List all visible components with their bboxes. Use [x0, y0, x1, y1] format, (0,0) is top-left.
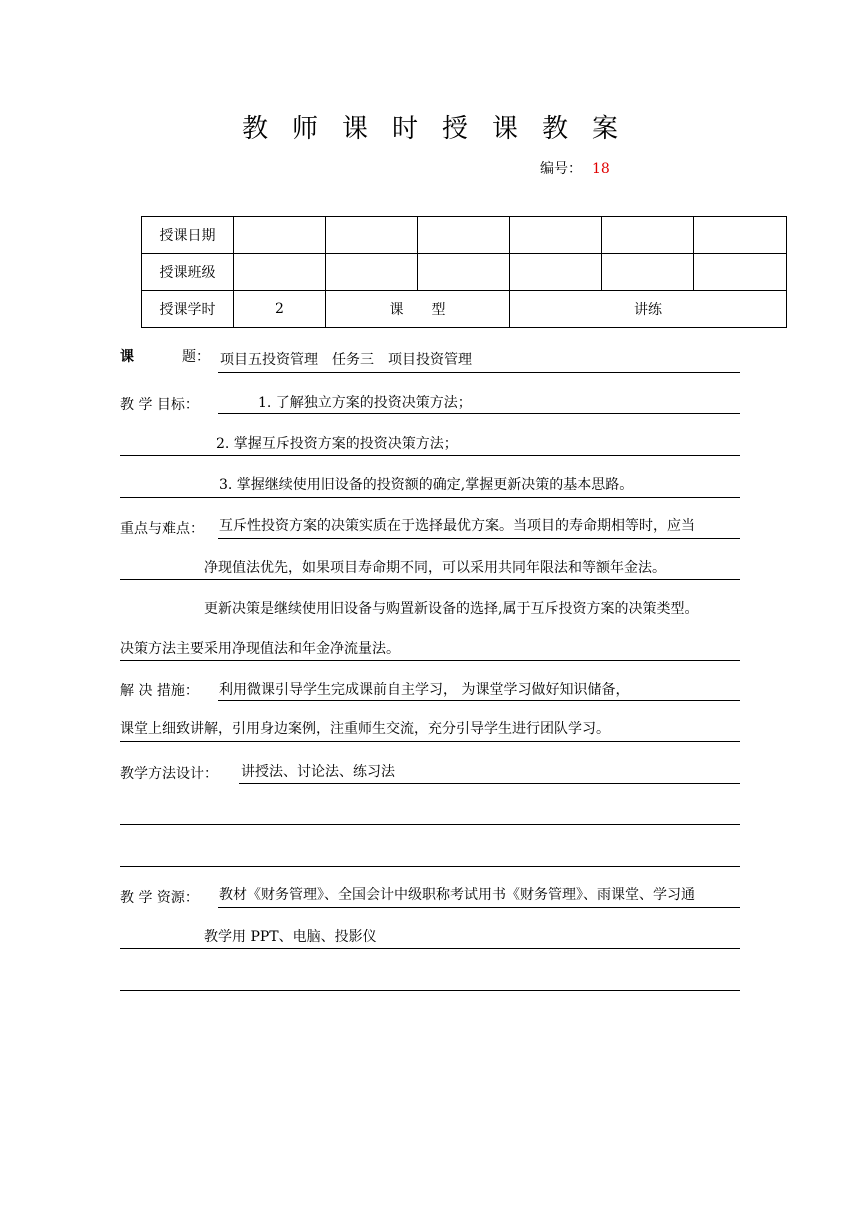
key-points-line-2: 净现值法优先，如果项目寿命期不同，可以采用共同年限法和等额年金法。: [204, 560, 666, 576]
serial-number: [540, 158, 610, 178]
row-label-date: 授课日期: [142, 217, 234, 254]
goals-label: 教 学 目标：: [120, 397, 199, 413]
table-cell: [694, 217, 787, 254]
rule-line: [218, 413, 740, 414]
goal-item-1: 1. 了解独立方案的投资决策方法；: [258, 395, 472, 411]
rule-line: [120, 824, 740, 825]
goal-item-2: 2. 掌握互斥投资方案的投资决策方法；: [216, 436, 458, 452]
rule-line: [120, 579, 740, 580]
table-cell: [510, 254, 602, 291]
rule-line: [218, 538, 740, 539]
table-cell: [418, 254, 510, 291]
rule-line: [120, 660, 740, 661]
table-cell: [694, 254, 787, 291]
rule-line: [120, 455, 740, 456]
methods-text: 讲授法、讨论法、练习法: [241, 764, 395, 780]
rule-line: [218, 700, 740, 701]
measures-label: 解 决 措施：: [120, 683, 199, 699]
goal-item-3: 3. 掌握继续使用旧设备的投资额的确定,掌握更新决策的基本思路。: [219, 477, 634, 493]
rule-line: [120, 990, 740, 991]
serial-value: 18: [592, 161, 610, 177]
row-label-hours: 授课学时: [142, 291, 234, 328]
table-cell: [602, 217, 694, 254]
info-table: [141, 216, 787, 328]
table-cell: [234, 217, 326, 254]
methods-label: 教学方法设计：: [120, 766, 218, 782]
rule-line: [239, 783, 740, 784]
key-points-line-4: 决策方法主要采用净现值法和年金净流量法。: [120, 641, 400, 657]
resources-line-1: 教材《财务管理》、全国会计中级职称考试用书《财务管理》、雨课堂、学习通: [219, 887, 695, 903]
table-cell: [510, 217, 602, 254]
table-cell: [326, 217, 418, 254]
key-points-line-1: 互斥性投资方案的决策实质在于选择最优方案。当项目的寿命期相等时，应当: [219, 518, 695, 534]
table-cell: [602, 254, 694, 291]
rule-line: [120, 866, 740, 867]
rule-line: [120, 497, 740, 498]
row-label-class: 授课班级: [142, 254, 234, 291]
table-row: [142, 254, 787, 291]
table-row: [142, 217, 787, 254]
page-title: 教师课时授课教案: [241, 114, 642, 144]
type-label: 课 型: [326, 291, 510, 328]
serial-label: 编号：: [540, 161, 582, 177]
rule-line: [120, 741, 740, 742]
resources-line-2: 教学用 PPT、电脑、投影仪: [204, 929, 377, 945]
hours-value: 2: [234, 291, 326, 328]
key-points-label: 重点与难点：: [120, 521, 204, 537]
table-cell: [234, 254, 326, 291]
topic-text: 项目五投资管理 任务三 项目投资管理: [220, 352, 472, 368]
topic-label-a: 课: [120, 349, 134, 365]
rule-line: [218, 907, 740, 908]
type-value: 讲练: [510, 291, 787, 328]
measures-line-2: 课堂上细致讲解，引用身边案例，注重师生交流，充分引导学生进行团队学习。: [120, 721, 610, 737]
table-row: [142, 291, 787, 328]
resources-label: 教 学 资源：: [120, 890, 199, 906]
measures-line-1: 利用微课引导学生完成课前自主学习， 为课堂学习做好知识储备，: [219, 682, 630, 698]
table-cell: [418, 217, 510, 254]
topic-label-b: 题：: [182, 349, 210, 365]
rule-line: [218, 372, 740, 373]
key-points-line-3: 更新决策是继续使用旧设备与购置新设备的选择,属于互斥投资方案的决策类型。: [204, 601, 699, 617]
table-cell: [326, 254, 418, 291]
rule-line: [120, 948, 740, 949]
